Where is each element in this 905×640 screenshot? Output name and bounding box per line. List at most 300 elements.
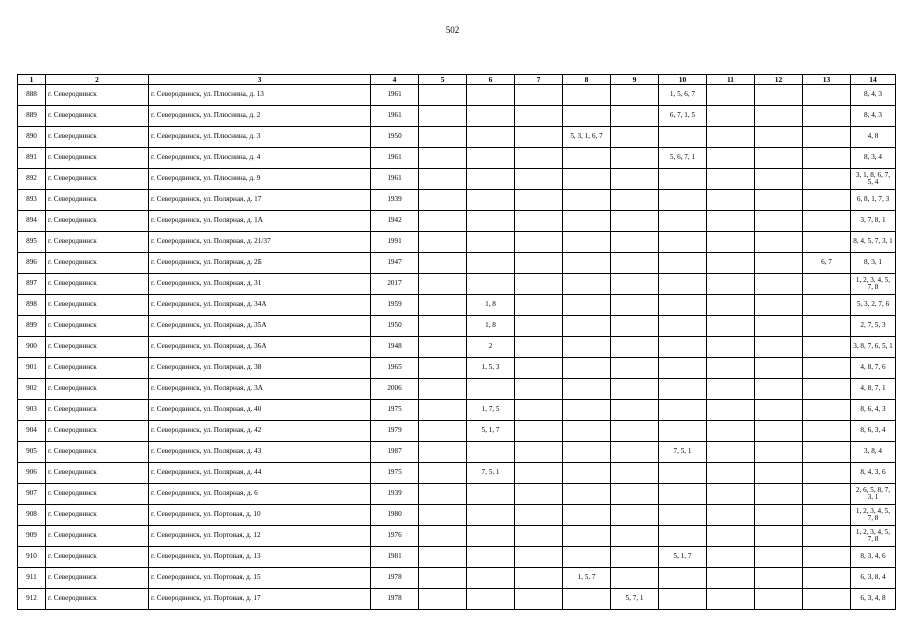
page-number: 502 xyxy=(445,25,460,35)
row-number: 888 xyxy=(18,85,46,106)
address-cell: г. Северодвинск, ул. Полярная, д. 2Б xyxy=(149,253,371,274)
col8-cell xyxy=(563,106,611,127)
col8-cell xyxy=(563,526,611,547)
col8-cell xyxy=(563,148,611,169)
col10-cell xyxy=(659,400,707,421)
col13-cell xyxy=(803,463,851,484)
row-number: 895 xyxy=(18,232,46,253)
col9-cell: 5, 7, 1 xyxy=(611,589,659,610)
col7-cell xyxy=(515,484,563,505)
year-cell: 1947 xyxy=(371,253,419,274)
col9-cell xyxy=(611,211,659,232)
col9-cell xyxy=(611,232,659,253)
table-row xyxy=(18,316,896,337)
year-cell: 1942 xyxy=(371,211,419,232)
city-cell: г. Северодвинск xyxy=(46,169,149,190)
column-header: 11 xyxy=(707,75,755,85)
col6-cell: 1, 8 xyxy=(467,316,515,337)
city-cell: г. Северодвинск xyxy=(46,568,149,589)
col8-cell xyxy=(563,505,611,526)
col14-cell: 8, 3, 4, 6 xyxy=(851,547,896,568)
col7-cell xyxy=(515,379,563,400)
year-cell: 2017 xyxy=(371,274,419,295)
city-cell: г. Северодвинск xyxy=(46,106,149,127)
col9-cell xyxy=(611,316,659,337)
address-cell: г. Северодвинск, ул. Полярная, д. 6 xyxy=(149,484,371,505)
col13-cell xyxy=(803,547,851,568)
row-number: 899 xyxy=(18,316,46,337)
address-cell: г. Северодвинск, ул. Портовая, д. 10 xyxy=(149,505,371,526)
col11-cell xyxy=(707,190,755,211)
col6-cell: 1, 7, 5 xyxy=(467,400,515,421)
col5-cell xyxy=(419,106,467,127)
address-cell: г. Северодвинск, ул. Плюснина, д. 13 xyxy=(149,85,371,106)
col9-cell xyxy=(611,106,659,127)
col9-cell xyxy=(611,484,659,505)
row-number: 894 xyxy=(18,211,46,232)
col6-cell xyxy=(467,379,515,400)
address-cell: г. Северодвинск, ул. Портовая, д. 17 xyxy=(149,589,371,610)
table-row xyxy=(18,463,896,484)
table-row xyxy=(18,589,896,610)
col14-cell: 8, 4, 3 xyxy=(851,106,896,127)
col7-cell xyxy=(515,505,563,526)
col7-cell xyxy=(515,337,563,358)
col13-cell xyxy=(803,379,851,400)
col9-cell xyxy=(611,547,659,568)
col5-cell xyxy=(419,169,467,190)
table-row xyxy=(18,442,896,463)
col13-cell xyxy=(803,211,851,232)
col7-cell xyxy=(515,274,563,295)
col9-cell xyxy=(611,337,659,358)
col10-cell: 1, 5, 6, 7 xyxy=(659,85,707,106)
row-number: 909 xyxy=(18,526,46,547)
col13-cell: 6, 7 xyxy=(803,253,851,274)
col8-cell xyxy=(563,547,611,568)
table-row xyxy=(18,568,896,589)
col8-cell: 5, 3, 1, 6, 7 xyxy=(563,127,611,148)
col8-cell xyxy=(563,442,611,463)
row-number: 891 xyxy=(18,148,46,169)
col13-cell xyxy=(803,568,851,589)
address-cell: г. Северодвинск, ул. Плюснина, д. 4 xyxy=(149,148,371,169)
city-cell: г. Северодвинск xyxy=(46,484,149,505)
table-row xyxy=(18,148,896,169)
col13-cell xyxy=(803,148,851,169)
col13-cell xyxy=(803,484,851,505)
row-number: 900 xyxy=(18,337,46,358)
col8-cell xyxy=(563,484,611,505)
year-cell: 1965 xyxy=(371,358,419,379)
row-number: 889 xyxy=(18,106,46,127)
col5-cell xyxy=(419,295,467,316)
col14-cell: 8, 6, 4, 3 xyxy=(851,400,896,421)
col10-cell xyxy=(659,568,707,589)
col6-cell xyxy=(467,568,515,589)
table-row xyxy=(18,505,896,526)
col8-cell xyxy=(563,358,611,379)
col9-cell xyxy=(611,526,659,547)
col14-cell: 8, 6, 3, 4 xyxy=(851,421,896,442)
col8-cell xyxy=(563,316,611,337)
row-number: 901 xyxy=(18,358,46,379)
col14-cell: 4, 8, 7, 1 xyxy=(851,379,896,400)
col5-cell xyxy=(419,400,467,421)
city-cell: г. Северодвинск xyxy=(46,358,149,379)
col14-cell: 8, 3, 1 xyxy=(851,253,896,274)
col11-cell xyxy=(707,295,755,316)
column-header: 12 xyxy=(755,75,803,85)
city-cell: г. Северодвинск xyxy=(46,232,149,253)
col10-cell: 5, 6, 7, 1 xyxy=(659,148,707,169)
col5-cell xyxy=(419,442,467,463)
col7-cell xyxy=(515,253,563,274)
col6-cell: 1, 8 xyxy=(467,295,515,316)
col8-cell xyxy=(563,421,611,442)
address-cell: г. Северодвинск, ул. Полярная, д. 40 xyxy=(149,400,371,421)
col7-cell xyxy=(515,421,563,442)
column-header: 8 xyxy=(563,75,611,85)
year-cell: 1939 xyxy=(371,484,419,505)
col14-cell: 1, 2, 3, 4, 5, 7, 8 xyxy=(851,505,896,526)
col9-cell xyxy=(611,421,659,442)
col5-cell xyxy=(419,589,467,610)
table-row xyxy=(18,106,896,127)
col14-cell: 8, 4, 3 xyxy=(851,85,896,106)
col5-cell xyxy=(419,379,467,400)
col5-cell xyxy=(419,526,467,547)
register-table xyxy=(17,74,896,610)
col10-cell xyxy=(659,169,707,190)
col10-cell xyxy=(659,274,707,295)
col13-cell xyxy=(803,190,851,211)
col11-cell xyxy=(707,337,755,358)
col11-cell xyxy=(707,274,755,295)
col5-cell xyxy=(419,316,467,337)
col10-cell xyxy=(659,316,707,337)
col13-cell xyxy=(803,526,851,547)
table-row xyxy=(18,421,896,442)
col10-cell xyxy=(659,484,707,505)
col13-cell xyxy=(803,85,851,106)
col7-cell xyxy=(515,190,563,211)
col9-cell xyxy=(611,358,659,379)
col8-cell xyxy=(563,85,611,106)
col6-cell xyxy=(467,505,515,526)
col11-cell xyxy=(707,106,755,127)
year-cell: 1978 xyxy=(371,589,419,610)
row-number: 892 xyxy=(18,169,46,190)
col12-cell xyxy=(755,253,803,274)
col12-cell xyxy=(755,190,803,211)
city-cell: г. Северодвинск xyxy=(46,421,149,442)
col12-cell xyxy=(755,379,803,400)
col14-cell: 8, 4, 5, 7, 3, 1 xyxy=(851,232,896,253)
table-row xyxy=(18,484,896,505)
col6-cell xyxy=(467,274,515,295)
col5-cell xyxy=(419,568,467,589)
col10-cell: 5, 1, 7 xyxy=(659,547,707,568)
col14-cell: 3, 8, 4 xyxy=(851,442,896,463)
col11-cell xyxy=(707,358,755,379)
col9-cell xyxy=(611,442,659,463)
col9-cell xyxy=(611,127,659,148)
col12-cell xyxy=(755,442,803,463)
col10-cell xyxy=(659,505,707,526)
col11-cell xyxy=(707,568,755,589)
col11-cell xyxy=(707,526,755,547)
city-cell: г. Северодвинск xyxy=(46,211,149,232)
col7-cell xyxy=(515,526,563,547)
col8-cell xyxy=(563,337,611,358)
city-cell: г. Северодвинск xyxy=(46,337,149,358)
col12-cell xyxy=(755,295,803,316)
table-row xyxy=(18,85,896,106)
col9-cell xyxy=(611,274,659,295)
col13-cell xyxy=(803,169,851,190)
year-cell: 1961 xyxy=(371,85,419,106)
col11-cell xyxy=(707,505,755,526)
col14-cell: 6, 8, 1, 7, 3 xyxy=(851,190,896,211)
col6-cell xyxy=(467,190,515,211)
col13-cell xyxy=(803,442,851,463)
address-cell: г. Северодвинск, ул. Полярная, д. 44 xyxy=(149,463,371,484)
col10-cell xyxy=(659,379,707,400)
col10-cell xyxy=(659,190,707,211)
col12-cell xyxy=(755,274,803,295)
col9-cell xyxy=(611,85,659,106)
table-row xyxy=(18,547,896,568)
col6-cell xyxy=(467,547,515,568)
row-number: 893 xyxy=(18,190,46,211)
col13-cell xyxy=(803,337,851,358)
col9-cell xyxy=(611,148,659,169)
row-number: 896 xyxy=(18,253,46,274)
col11-cell xyxy=(707,85,755,106)
col6-cell xyxy=(467,148,515,169)
row-number: 905 xyxy=(18,442,46,463)
city-cell: г. Северодвинск xyxy=(46,589,149,610)
row-number: 904 xyxy=(18,421,46,442)
column-header: 3 xyxy=(149,75,371,85)
city-cell: г. Северодвинск xyxy=(46,316,149,337)
col10-cell xyxy=(659,589,707,610)
col12-cell xyxy=(755,169,803,190)
column-header: 10 xyxy=(659,75,707,85)
col5-cell xyxy=(419,232,467,253)
row-number: 890 xyxy=(18,127,46,148)
col9-cell xyxy=(611,295,659,316)
col6-cell xyxy=(467,211,515,232)
city-cell: г. Северодвинск xyxy=(46,505,149,526)
year-cell: 1979 xyxy=(371,421,419,442)
address-cell: г. Северодвинск, ул. Полярная, д. 43 xyxy=(149,442,371,463)
col14-cell: 2, 7, 5, 3 xyxy=(851,316,896,337)
city-cell: г. Северодвинск xyxy=(46,442,149,463)
year-cell: 1961 xyxy=(371,169,419,190)
address-cell: г. Северодвинск, ул. Полярная, д. 42 xyxy=(149,421,371,442)
column-header: 1 xyxy=(18,75,46,85)
col5-cell xyxy=(419,148,467,169)
table-row xyxy=(18,232,896,253)
col9-cell xyxy=(611,253,659,274)
col6-cell xyxy=(467,169,515,190)
row-number: 906 xyxy=(18,463,46,484)
col14-cell: 4, 8, 7, 6 xyxy=(851,358,896,379)
col6-cell: 2 xyxy=(467,337,515,358)
city-cell: г. Северодвинск xyxy=(46,190,149,211)
col13-cell xyxy=(803,400,851,421)
col10-cell: 7, 5, 1 xyxy=(659,442,707,463)
col5-cell xyxy=(419,505,467,526)
col5-cell xyxy=(419,274,467,295)
city-cell: г. Северодвинск xyxy=(46,400,149,421)
col14-cell: 8, 3, 4 xyxy=(851,148,896,169)
year-cell: 1959 xyxy=(371,295,419,316)
address-cell: г. Северодвинск, ул. Полярная, д. 17 xyxy=(149,190,371,211)
year-cell: 1981 xyxy=(371,547,419,568)
row-number: 910 xyxy=(18,547,46,568)
col7-cell xyxy=(515,463,563,484)
year-cell: 1980 xyxy=(371,505,419,526)
col9-cell xyxy=(611,379,659,400)
col5-cell xyxy=(419,85,467,106)
col11-cell xyxy=(707,379,755,400)
column-header: 6 xyxy=(467,75,515,85)
col13-cell xyxy=(803,316,851,337)
col10-cell xyxy=(659,358,707,379)
col7-cell xyxy=(515,148,563,169)
column-header: 5 xyxy=(419,75,467,85)
row-number: 903 xyxy=(18,400,46,421)
col7-cell xyxy=(515,568,563,589)
column-header: 9 xyxy=(611,75,659,85)
address-cell: г. Северодвинск, ул. Плюснина, д. 9 xyxy=(149,169,371,190)
col7-cell xyxy=(515,358,563,379)
year-cell: 1976 xyxy=(371,526,419,547)
col12-cell xyxy=(755,127,803,148)
col12-cell xyxy=(755,358,803,379)
col5-cell xyxy=(419,337,467,358)
col6-cell: 5, 1, 7 xyxy=(467,421,515,442)
year-cell: 1987 xyxy=(371,442,419,463)
col14-cell: 6, 3, 8, 4 xyxy=(851,568,896,589)
col7-cell xyxy=(515,127,563,148)
col14-cell: 8, 4, 3, 6 xyxy=(851,463,896,484)
column-header: 13 xyxy=(803,75,851,85)
city-cell: г. Северодвинск xyxy=(46,463,149,484)
col12-cell xyxy=(755,106,803,127)
col11-cell xyxy=(707,148,755,169)
col9-cell xyxy=(611,400,659,421)
col8-cell xyxy=(563,253,611,274)
col6-cell xyxy=(467,442,515,463)
col13-cell xyxy=(803,274,851,295)
col10-cell xyxy=(659,211,707,232)
col14-cell: 1, 2, 3, 4, 5, 7, 8 xyxy=(851,274,896,295)
address-cell: г. Северодвинск, ул. Плюснина, д. 2 xyxy=(149,106,371,127)
col14-cell: 6, 3, 4, 8 xyxy=(851,589,896,610)
col6-cell xyxy=(467,253,515,274)
col11-cell xyxy=(707,442,755,463)
col11-cell xyxy=(707,253,755,274)
year-cell: 1975 xyxy=(371,463,419,484)
col8-cell xyxy=(563,232,611,253)
col8-cell xyxy=(563,463,611,484)
table-row xyxy=(18,169,896,190)
year-cell: 1961 xyxy=(371,106,419,127)
year-cell: 1961 xyxy=(371,148,419,169)
col10-cell xyxy=(659,295,707,316)
col12-cell xyxy=(755,337,803,358)
col9-cell xyxy=(611,190,659,211)
year-cell: 1991 xyxy=(371,232,419,253)
year-cell: 1950 xyxy=(371,127,419,148)
table-row xyxy=(18,253,896,274)
column-header: 14 xyxy=(851,75,896,85)
column-header: 7 xyxy=(515,75,563,85)
header-row xyxy=(18,75,896,85)
col7-cell xyxy=(515,547,563,568)
col11-cell xyxy=(707,316,755,337)
col13-cell xyxy=(803,106,851,127)
col6-cell xyxy=(467,106,515,127)
col11-cell xyxy=(707,232,755,253)
col6-cell xyxy=(467,589,515,610)
col8-cell xyxy=(563,400,611,421)
col10-cell xyxy=(659,463,707,484)
city-cell: г. Северодвинск xyxy=(46,526,149,547)
year-cell: 1978 xyxy=(371,568,419,589)
col13-cell xyxy=(803,505,851,526)
col7-cell xyxy=(515,85,563,106)
col14-cell: 2, 6, 5, 8, 7, 3, 1 xyxy=(851,484,896,505)
col8-cell xyxy=(563,379,611,400)
col7-cell xyxy=(515,211,563,232)
col5-cell xyxy=(419,358,467,379)
col8-cell xyxy=(563,274,611,295)
col12-cell xyxy=(755,526,803,547)
col13-cell xyxy=(803,232,851,253)
row-number: 912 xyxy=(18,589,46,610)
col14-cell: 3, 8, 7, 6, 5, 1 xyxy=(851,337,896,358)
column-header: 2 xyxy=(46,75,149,85)
col10-cell xyxy=(659,127,707,148)
col5-cell xyxy=(419,211,467,232)
col6-cell xyxy=(467,526,515,547)
table-row xyxy=(18,379,896,400)
table-row xyxy=(18,274,896,295)
table-body xyxy=(18,85,896,610)
table-row xyxy=(18,526,896,547)
col8-cell: 1, 5, 7 xyxy=(563,568,611,589)
col12-cell xyxy=(755,316,803,337)
row-number: 898 xyxy=(18,295,46,316)
column-header: 4 xyxy=(371,75,419,85)
row-number: 908 xyxy=(18,505,46,526)
col14-cell: 3, 7, 8, 1 xyxy=(851,211,896,232)
col5-cell xyxy=(419,253,467,274)
col12-cell xyxy=(755,232,803,253)
col7-cell xyxy=(515,106,563,127)
col5-cell xyxy=(419,190,467,211)
col5-cell xyxy=(419,547,467,568)
col12-cell xyxy=(755,421,803,442)
col12-cell xyxy=(755,589,803,610)
col11-cell xyxy=(707,547,755,568)
col6-cell xyxy=(467,85,515,106)
